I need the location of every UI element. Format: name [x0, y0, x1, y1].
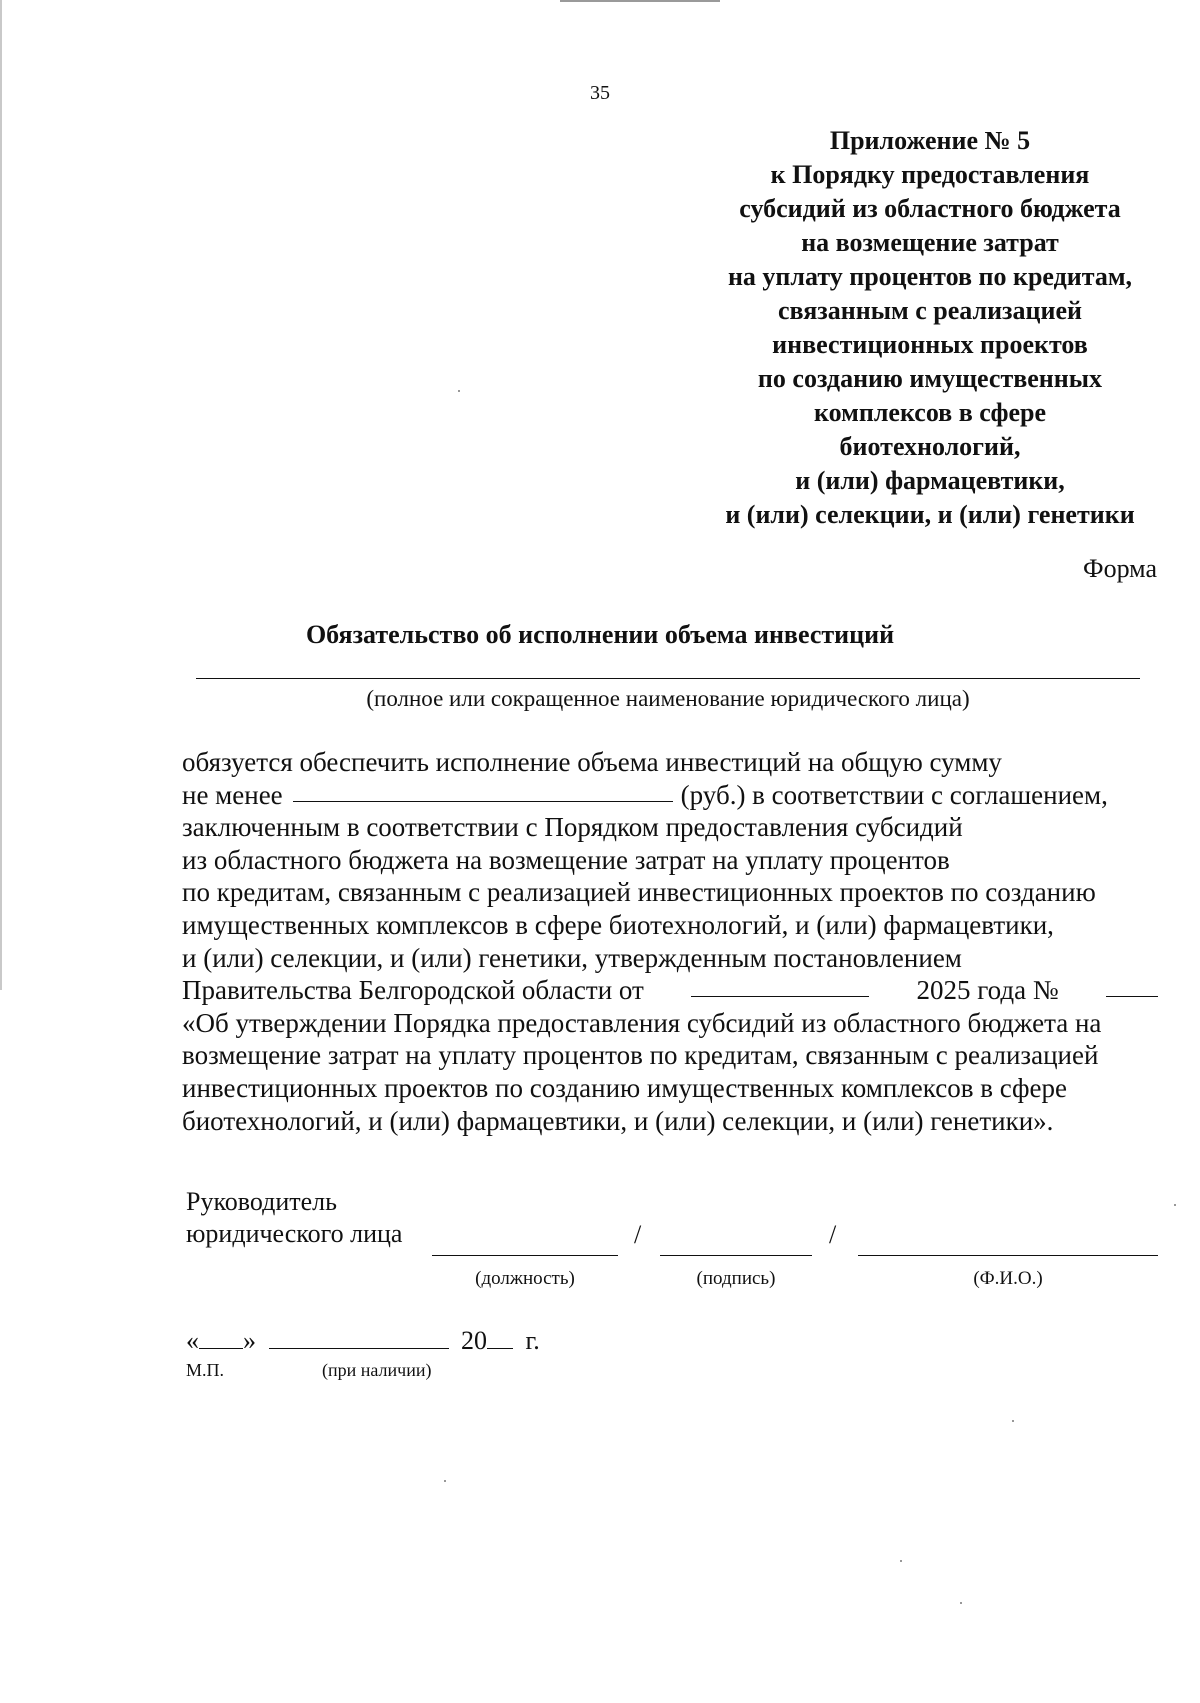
appendix-line: по созданию имущественных [757, 364, 1103, 393]
text-line: обязуется обеспечить исполнение объема инвестиций на общую сумму [182, 747, 1002, 777]
text-line: «Об утверждении Порядка предоставления субсидий из областного бюджета на [182, 1007, 1102, 1038]
open-quote: « [186, 1326, 199, 1355]
appendix-header [690, 124, 1170, 532]
scan-speck [444, 1480, 446, 1482]
amount-field[interactable] [293, 779, 673, 802]
entity-name-field[interactable] [196, 678, 1140, 679]
signature-field[interactable] [660, 1255, 812, 1256]
year-field[interactable] [487, 1326, 513, 1349]
form-label: Форма [1083, 554, 1157, 583]
text-line: Правительства Белгородской области от 2025 года № [182, 974, 1158, 1007]
appendix-line: инвестиционных проектов [772, 330, 1088, 359]
position-caption: (должность) [475, 1268, 575, 1289]
appendix-line: биотехнологий, [839, 432, 1021, 461]
text-line: биотехнологий, и (или) фармацевтики, и (или) селекции, и (или) генетики». [182, 1105, 1054, 1136]
signature-caption: (подпись) [696, 1268, 776, 1289]
appendix-line: к Порядку предоставления [770, 160, 1090, 189]
appendix-line: субсидий из областного бюджета [739, 194, 1121, 223]
seal-label: М.П. [186, 1360, 225, 1380]
entity-name-caption: (полное или сокращенное наименование юридического лица) [366, 686, 970, 711]
appendix-line: и (или) фармацевтики, [795, 466, 1065, 495]
appendix-line: Приложение № 5 [829, 126, 1031, 155]
close-quote: » [243, 1326, 256, 1355]
month-field[interactable] [269, 1326, 449, 1349]
text-line: возмещение затрат на уплату процентов по кредитам, связанным с реализацией [182, 1040, 1099, 1071]
scan-speck [458, 390, 460, 392]
optional-note: (при наличии) [322, 1360, 432, 1380]
appendix-line: на уплату процентов по кредитам, [727, 262, 1133, 291]
text-line: имущественных комплексов в сфере биотехнологий, и (или) фармацевтики, [182, 909, 1054, 940]
year-suffix: г. [525, 1326, 540, 1355]
full-name-field[interactable] [858, 1255, 1158, 1256]
year-prefix: 20 [461, 1326, 487, 1355]
appendix-line: связанным с реализацией [778, 296, 1082, 325]
text-line: и (или) селекции, и (или) генетики, утвержденным постановлением [182, 942, 962, 973]
signature-label: Руководитель юридического лица [186, 1187, 403, 1248]
appendix-line: на возмещение затрат [801, 228, 1059, 257]
text-line: инвестиционных проектов по созданию имущественных комплексов в сфере [182, 1072, 1067, 1103]
separator-slash: / [634, 1220, 642, 1249]
position-field[interactable] [432, 1255, 618, 1256]
day-field[interactable] [199, 1326, 243, 1349]
scan-edge [0, 0, 2, 990]
scan-mark [560, 0, 720, 2]
document-title: Обязательство об исполнении объема инвестиций [305, 620, 895, 649]
text-line: заключенным в соответствии с Порядком предоставления субсидий [182, 812, 963, 843]
scan-speck [900, 1560, 902, 1562]
date-row [186, 1326, 540, 1356]
resolution-number-field[interactable] [1106, 974, 1158, 997]
appendix-line: комплексов в сфере [814, 398, 1046, 427]
full-name-caption: (Ф.И.О.) [973, 1268, 1043, 1289]
appendix-line: и (или) селекции, и (или) генетики [725, 500, 1135, 529]
text-line: из областного бюджета на возмещение затрат на уплату процентов [182, 844, 950, 875]
obligation-text [182, 746, 1158, 1137]
separator-slash: / [829, 1220, 837, 1249]
text-line: не менее (руб.) в соответствии с соглашением, [182, 779, 1108, 810]
scan-speck [1174, 1204, 1176, 1206]
page-number: 35 [590, 82, 610, 104]
text-line: по кредитам, связанным с реализацией инвестиционных проектов по созданию [182, 877, 1096, 908]
scan-speck [960, 1602, 962, 1604]
scan-speck [1012, 1420, 1014, 1422]
resolution-date-field[interactable] [691, 974, 869, 997]
